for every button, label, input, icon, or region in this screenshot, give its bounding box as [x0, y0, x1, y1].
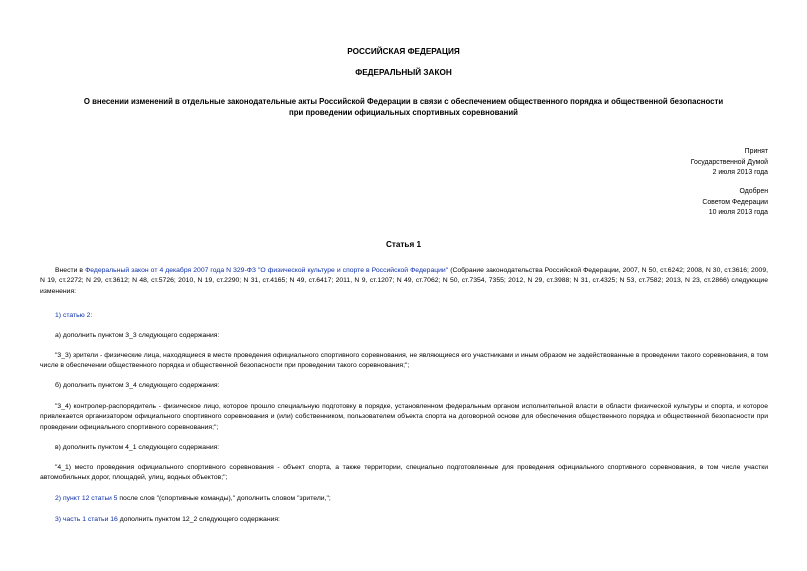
law-title-line2: при проведении официальных спортивных соревнований — [289, 108, 518, 117]
approval-line3: 10 июля 2013 года — [708, 209, 768, 216]
law-title-line1: О внесении изменений в отдельные законодательные акты Российской Федерации в связи с обеспечением общественного порядка и общественной безопасности — [83, 97, 724, 106]
intro-prefix: Внести в — [55, 267, 86, 274]
item3-tail: дополнить пунктом 12_2 следующего содержания: — [117, 516, 280, 523]
item2-tail: после слов "(спортивные команды)," дополнить словом "зрители,"; — [117, 495, 331, 502]
item-3 — [40, 515, 768, 525]
law-type-heading: ФЕДЕРАЛЬНЫЙ ЗАКОН — [355, 68, 452, 77]
article-5-link[interactable]: пункт 12 статьи 5 — [62, 495, 118, 502]
item1-num: 1) — [55, 312, 63, 319]
adoption-line1: Принят — [744, 148, 768, 155]
item-b: б) дополнить пунктом 3_4 следующего содержания: — [55, 382, 220, 389]
item-a: а) дополнить пунктом 3_3 следующего содержания: — [55, 332, 220, 339]
quote-v: "4_1) место проведения официального спортивного соревнования - объект спорта, а также территории, специально подготовленные для проведения официального спортивного соревнования, в том числе участки автомобильных дорог, площадей, улиц, водных объектов;"; — [40, 464, 768, 482]
country-heading: РОССИЙСКАЯ ФЕДЕРАЦИЯ — [347, 47, 460, 56]
adoption-line3: 2 июля 2013 года — [712, 169, 768, 176]
quote-b: "3_4) контролер-распорядитель - физическое лицо, которое прошло специальную подготовку в порядке, установленном федеральным органом исполнительной власти в области физической культуры и спорта, и которое привлекается организатором официального спортивного соревнования и (или) собственником, пользователем объекта спорта на договорной основе для обеспечения общественного порядка и общественной безопасности при проведении официального спортивного соревнования;"; — [40, 403, 768, 431]
article-heading: Статья 1 — [385, 240, 422, 249]
item1-tail: : — [90, 312, 93, 319]
approval-line1: Одобрен — [739, 188, 768, 195]
federal-law-link[interactable]: Федеральный закон от 4 декабря 2007 года N 329-ФЗ "О физической культуре и спорте в Российской Федерации" — [85, 267, 449, 274]
article-2-link[interactable]: статью 2 — [62, 312, 91, 319]
item3-num: 3) — [55, 516, 63, 523]
article-16-link[interactable]: часть 1 статьи 16 — [62, 516, 118, 523]
quote-a: "3_3) зрители - физические лица, находящиеся в месте проведения официального спортивного соревнования, не являющиеся его участниками и иным образом не задействованные в проведении такого соревнования, в том числе в обеспечении общественного порядка и общественной безопасности при проведении такого соревнования;"; — [40, 352, 768, 370]
item-2 — [40, 494, 768, 504]
item2-num: 2) — [55, 495, 63, 502]
approval-line2: Советом Федерации — [702, 198, 768, 206]
article-intro — [40, 266, 768, 297]
item-1 — [40, 311, 768, 321]
adoption-line2: Государственной Думой — [690, 158, 768, 166]
item-v: в) дополнить пунктом 4_1 следующего содержания: — [55, 444, 220, 451]
intro-suffix: (Собрание законодательства Российской Федерации, 2007, N 50, ст.6242; 2008, N 30, ст.3616; 2009, N 19, ст.2272; N 29, ст.3612; N 48, ст.5726; 2010, N 19, ст.2290; N 31, ст.4165; N 49, ст.6417; 2011, N 9, ст.1207; N 49, ст.7062; N 50, ст.7354, 7355; 2012, N 29, ст.3988; N 31, ст.4325; N 53, ст.7582; 2013, N 23, ст.2866) следующие изменения: — [40, 267, 768, 295]
approval-block — [702, 187, 768, 219]
adoption-block — [691, 147, 768, 179]
